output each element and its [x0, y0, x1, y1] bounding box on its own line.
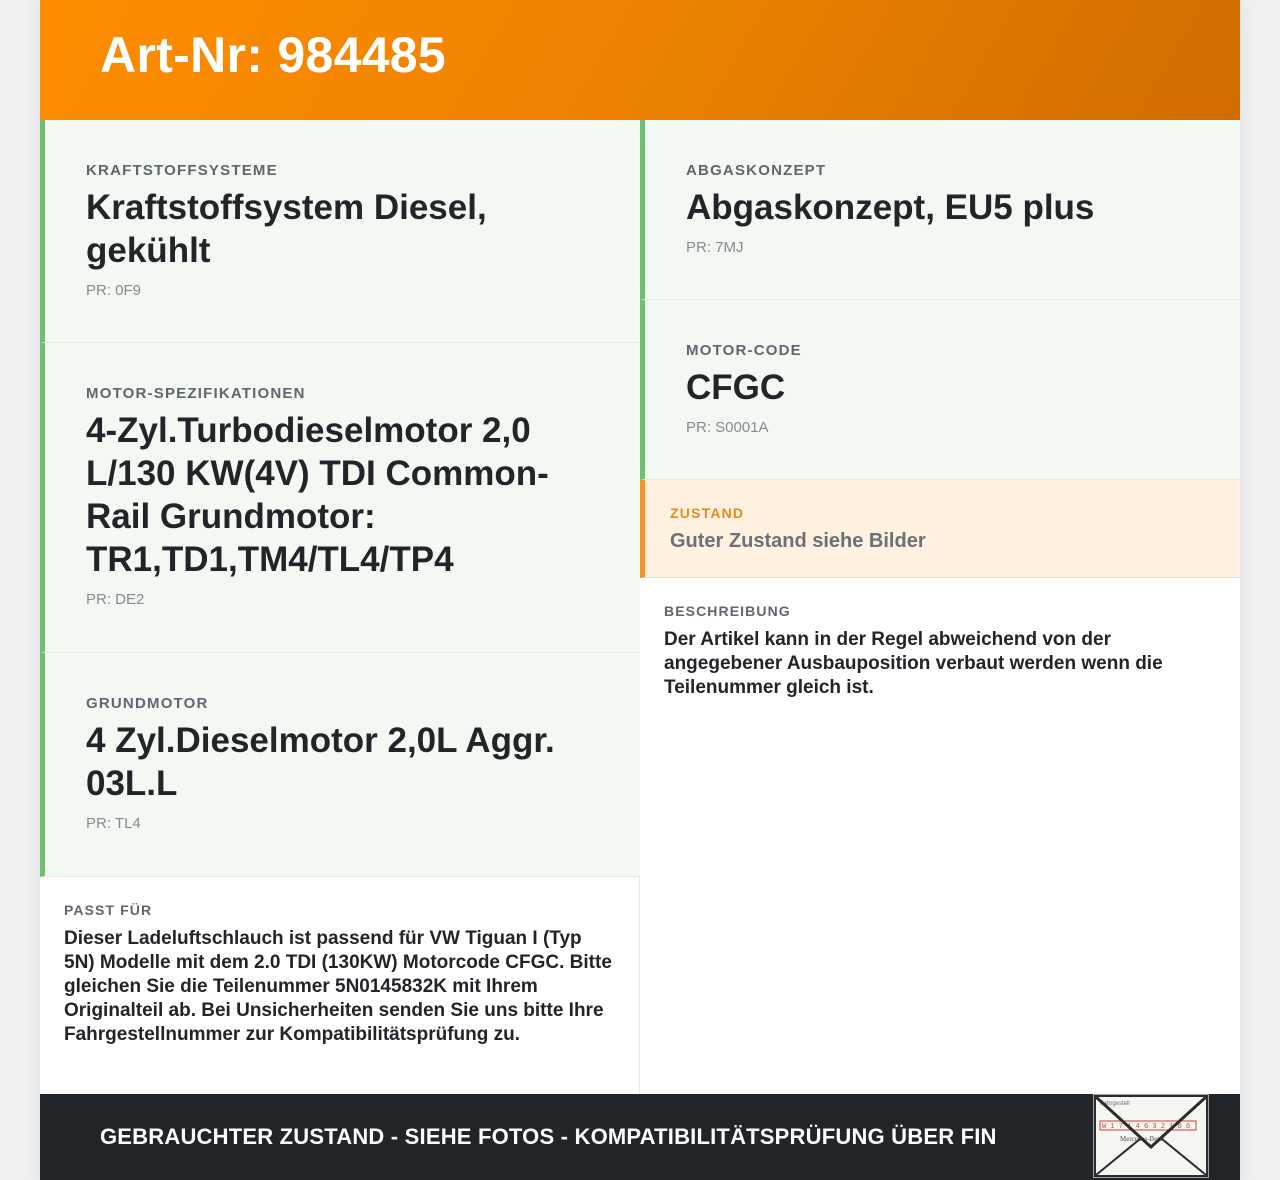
left-column [40, 120, 640, 1094]
passt-fuer-text: Dieser Ladeluftschlauch ist passend für VW Tiguan I (Typ 5N) Modelle mit dem 2.0 TDI (130KW) Motorcode CFGC. Bitte gleichen Sie die Teilenummer 5N0145832K mit Ihrem Originalteil ab. Bei Unsicherheiten senden Sie uns bitte Ihre Fahrgestellnummer zur Kompatibilitätsprüfung zu. [64, 928, 612, 1045]
spec-label: KRAFTSTOFFSYSTEME [86, 162, 278, 179]
passt-fuer-section [40, 902, 640, 1047]
passt-fuer-label: PASST FÜR [64, 902, 153, 918]
spec-label: ABGASKONZEPT [686, 162, 827, 179]
right-column [640, 120, 1240, 1094]
footer-bar [40, 1094, 1240, 1180]
spec-pr-code: PR: 0F9 [86, 282, 142, 299]
stamp-text-2: W 1 7 1 4 6 3 2 1 8 6 [1102, 1123, 1191, 1131]
spec-motor-code [640, 300, 1240, 480]
spec-grundmotor [40, 653, 640, 877]
footer-text: GEBRAUCHTER ZUSTAND - SIEHE FOTOS - KOMPATIBILITÄTSPRÜFUNG ÜBER FIN [100, 1124, 997, 1149]
spec-pr-code: PR: TL4 [86, 815, 141, 832]
header-banner [40, 0, 1240, 120]
spec-value: Abgaskonzept, EU5 plus [686, 188, 1095, 227]
beschreibung-text: Der Artikel kann in der Regel abweichend von der angegebener Ausbauposition verbaut werden wenn die Teilenummer gleich ist. [664, 629, 1163, 698]
article-number-title: Art-Nr: 984485 [100, 27, 447, 83]
spec-kraftstoffsysteme [40, 120, 640, 343]
beschreibung-label: BESCHREIBUNG [664, 603, 791, 619]
zustand-label: ZUSTAND [670, 505, 745, 521]
spec-label: MOTOR-CODE [686, 342, 802, 359]
spec-value: 4-Zyl.Turbodieselmotor 2,0 L/130 KW(4V) TDI Common-Rail Grundmotor: TR1,TD1,TM4/TL4/TP4 [86, 411, 549, 579]
spec-label: GRUNDMOTOR [86, 695, 209, 712]
spec-label: MOTOR-SPEZIFIKATIONEN [86, 385, 306, 402]
zustand-value: Guter Zustand siehe Bilder [670, 530, 926, 552]
stamp-text-3: Mercedes-Benz [1120, 1135, 1164, 1143]
spec-pr-code: PR: DE2 [86, 591, 145, 608]
spec-value: CFGC [686, 368, 786, 407]
spec-abgaskonzept [640, 120, 1240, 300]
stamp-text-1: Fahrgestell [1100, 1101, 1130, 1107]
envelope-stamp-icon [1093, 1094, 1209, 1178]
spec-motor-spezifikationen [40, 343, 640, 653]
product-card [40, 0, 1240, 1180]
spec-value: 4 Zyl.Dieselmotor 2,0L Aggr. 03L.L [86, 721, 555, 803]
beschreibung-section [640, 603, 1240, 700]
zustand-box [640, 480, 1240, 578]
spec-pr-code: PR: 7MJ [686, 239, 744, 256]
spec-pr-code: PR: S0001A [686, 419, 769, 436]
spec-value: Kraftstoffsystem Diesel, gekühlt [86, 188, 487, 270]
